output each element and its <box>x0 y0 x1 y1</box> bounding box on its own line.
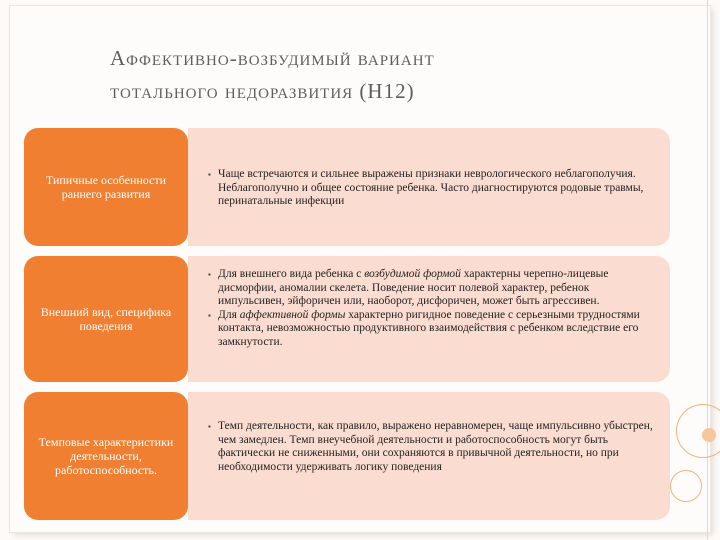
row-label: Внешний вид, специфика поведения <box>24 256 188 382</box>
row-content <box>188 256 670 382</box>
decor-dot <box>702 428 716 442</box>
row-content <box>188 392 670 520</box>
bullet-item: ▪ Для аффективной формы характерно ригидное поведение с серьезными трудностями контакта, невозможностью продуктивного взаимодействия с ребенком вследствие его замкнутости. <box>210 309 658 350</box>
decor-vertical-line <box>707 0 708 540</box>
title-line-1: Аффективно-возбудимый вариант <box>110 46 435 70</box>
row-label: Темповые характеристики деятельности, работоспособность. <box>24 392 188 520</box>
page-title <box>110 42 630 108</box>
row-content <box>188 128 670 246</box>
bullet-item: ▪ Для внешнего вида ребенка с возбудимой формой характерны черепно-лицевые дисморфии, аномалии скелета. Поведение носит полевой характер, ребенок импульсивен, эйфоричен или, наоборот, дисфоричен, может быть агрессивен. <box>210 268 658 309</box>
bullet-item: ▪ Темп деятельности, как правило, выражено неравномерен, чаще импульсивно убыстрен, чем замедлен. Темп внеучебной деятельности и работоспособность могут быть фактически не сниженными, они сохраняются в привычной деятельности, но при необходимости удерживать логику поведения <box>210 420 658 474</box>
row-appearance-behavior <box>24 256 670 382</box>
bullet-item: ▪ Чаще встречаются и сильнее выражены признаки неврологического неблагополучия. Неблагополучно и общее состояние ребенка. Часто диагностируются родовые травмы, перинатальные инфекции <box>210 168 658 209</box>
row-label: Типичные особенности раннего развития <box>24 128 188 246</box>
title-line-2: тотального недоразвития (Н12) <box>110 79 415 103</box>
row-tempo-workability <box>24 392 670 520</box>
decor-circle-small <box>670 470 702 502</box>
row-early-development <box>24 128 670 246</box>
